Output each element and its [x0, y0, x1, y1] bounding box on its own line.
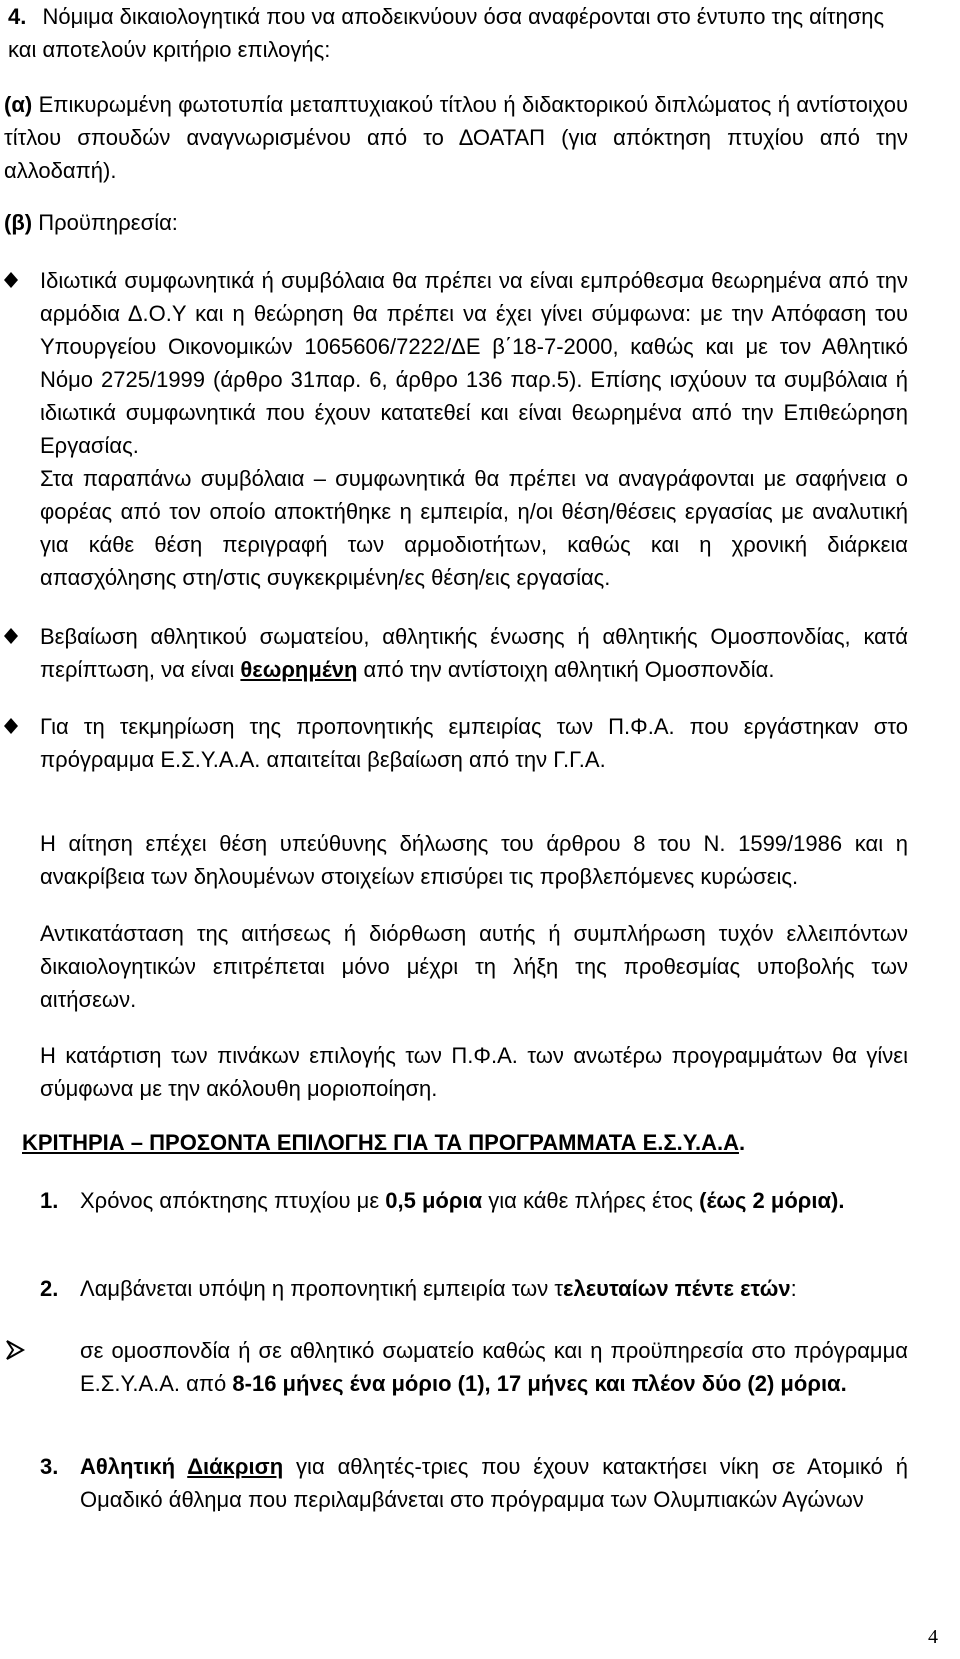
criteria-title-period: . [738, 1130, 746, 1155]
criterion-3-number: 3. [40, 1454, 59, 1479]
criterion-2-emphasis: ελευταίων πέντε ετών [563, 1276, 791, 1301]
criterion-1-points: 0,5 μόρια [385, 1188, 483, 1213]
declaration-paragraph-1: Η αίτηση επέχει θέση υπεύθυνης δήλωσης του άρθρου 8 του Ν. 1599/1986 και η ανακρίβεια των δηλουμένων στοιχείων επισύρει τις προβλεπόμενες κυρώσεις. [40, 831, 908, 889]
bullet-2-emphasis: θεωρημένη [240, 657, 358, 682]
diamond-bullet-icon [4, 628, 18, 644]
criterion-2-subitem-text [80, 1334, 908, 1400]
bullet-1-continuation: Στα παραπάνω συμβόλαια – συμφωνητικά θα πρέπει να αναγράφονται με σαφήνεια ο φορέας από τον οποίο αποκτήθηκε η εμπειρία, η/οι θέση/θέσεις εργασίας με αναλυτική για κάθε θέση περιγραφή των αρμοδιοτήτων, καθώς και η χρονική διάρκεια απασχόλησης στη/στις συγκεκριμένη/ες θέση/εις εργασίας. [40, 466, 908, 590]
bullet-2-text [40, 620, 908, 686]
criterion-3-text-b: για αθλητές-τριες που έχουν κατακτήσει νίκη σε Ατομικό ή Ομαδικό άθλημα που περιλαμβάνεται στο πρόγραμμα των Ολυμπιακών Αγώνων [80, 1454, 909, 1512]
criterion-1-text-b: για κάθε πλήρες έτος [482, 1188, 700, 1213]
criterion-1 [40, 1184, 908, 1217]
criterion-2-text-a: Λαμβάνεται υπόψη η προπονητική εμπειρία των τ [80, 1276, 564, 1301]
declaration-paragraph-2: Αντικατάσταση της αιτήσεως ή διόρθωση αυτής ή συμπλήρωση τυχόν ελλειπόντων δικαιολογητικών επιτρέπεται μόνο μέχρι τη λήξη της προθεσμίας υποβολής των αιτήσεων. [40, 921, 908, 1012]
bullet-item-2 [4, 620, 908, 686]
bullet-3-text: Για τη τεκμηρίωση της προπονητικής εμπειρίας των Π.Φ.Α. που εργάστηκαν στο πρόγραμμα Ε.Σ.Υ.Α.Α. απαιτείται βεβαίωση από την Γ.Γ.Α. [40, 714, 908, 772]
criterion-2-colon: : [790, 1276, 797, 1301]
page-number: 4 [928, 1626, 938, 1648]
criterion-2-subitem [4, 1334, 908, 1400]
criterion-2-subitem-text-a: σε ομοσπονδία ή σε αθλητικό σωματείο καθώς και η προϋπηρεσία στο πρόγραμμα Ε.Σ.Υ.Α.Α. από [80, 1338, 908, 1396]
item-b-text: Προϋπηρεσία: [32, 210, 178, 235]
criterion-3-emphasis: Διάκριση [187, 1454, 284, 1479]
arrowhead-bullet-icon [4, 1339, 26, 1361]
item-b-paragraph [4, 206, 908, 239]
section-4-heading [8, 0, 908, 66]
criterion-3 [40, 1450, 908, 1516]
criteria-title [22, 1126, 908, 1159]
diamond-bullet-icon [4, 718, 18, 734]
bullet-item-3 [4, 710, 908, 776]
bullet-2-text-start: Βεβαίωση αθλητικού σωματείου, αθλητικής ένωσης ή αθλητικής Ομοσπονδίας, κατά περίπτωση, να είναι [40, 624, 908, 682]
criterion-2-text [80, 1272, 908, 1305]
criteria-title-text: ΚΡΙΤΗΡΙΑ – ΠΡΟΣΟΝΤΑ ΕΠΙΛΟΓΗΣ ΓΙΑ ΤΑ ΠΡΟΓΡΑΜΜΑΤΑ Ε.Σ.Υ.Α.Α [22, 1130, 739, 1155]
criterion-2 [40, 1272, 908, 1305]
item-a-text: Επικυρωμένη φωτοτυπία μεταπτυχιακού τίτλου ή διδακτορικού διπλώματος ή αντίστοιχου τίτλου σπουδών αναγνωρισμένου από το ΔΟΑΤΑΠ (για απόκτηση πτυχίου από την αλλοδαπή). [4, 92, 908, 183]
criterion-1-text-a: Χρόνος απόκτησης πτυχίου με [80, 1188, 386, 1213]
section-number: 4. [8, 4, 27, 29]
item-a-paragraph [4, 88, 908, 187]
criterion-3-text [80, 1450, 908, 1516]
declaration-paragraph-3: Η κατάρτιση των πινάκων επιλογής των Π.Φ.Α. των ανωτέρω προγραμμάτων θα γίνει σύμφωνα με την ακόλουθη μοριοποίηση. [40, 1043, 908, 1101]
criterion-1-text [80, 1184, 908, 1217]
item-a-label: (α) [4, 92, 33, 117]
criterion-1-max: (έως 2 μόρια). [699, 1188, 845, 1213]
bullet-item-1 [4, 264, 908, 594]
section-heading-text: Νόμιμα δικαιολογητικά που να αποδεικνύουν όσα αναφέρονται στο έντυπο της αίτησης και αποτελούν κριτήριο επιλογής: [8, 4, 885, 62]
diamond-bullet-icon [4, 272, 18, 288]
criterion-3-bold-a: Αθλητική [80, 1454, 188, 1479]
bullet-1-text: Ιδιωτικά συμφωνητικά ή συμβόλαια θα πρέπει να είναι εμπρόθεσμα θεωρημένα από την αρμόδια Δ.Ο.Υ και η θεώρηση θα πρέπει να έχει γίνει σύμφωνα: με την Απόφαση του Υπουργείου Οικονομικών 1065606/7222/ΔΕ β΄18-7-2000, καθώς και με τον Αθλητικό Νόμο 2725/1999 (άρθρο 31παρ. 6, άρθρο 136 παρ.5). Επίσης ισχύουν τα συμβόλαια ή ιδιωτικά συμφωνητικά που έχουν κατατεθεί και είναι θεωρημένα από την Επιθεώρηση Εργασίας. [40, 268, 908, 458]
criterion-1-number: 1. [40, 1188, 59, 1213]
criterion-2-number: 2. [40, 1276, 59, 1301]
bullet-2-text-end: από την αντίστοιχη αθλητική Ομοσπονδία. [357, 657, 775, 682]
item-b-label: (β) [4, 210, 33, 235]
criterion-2-subitem-points: 8-16 μήνες ένα μόριο (1), 17 μήνες και πλέον δύο (2) μόρια. [232, 1371, 847, 1396]
